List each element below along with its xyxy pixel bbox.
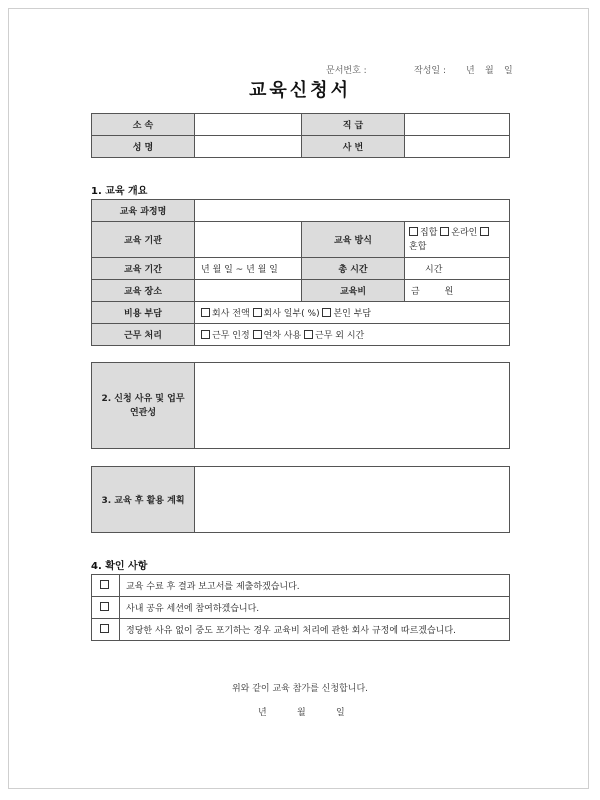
fee-field[interactable] [405, 280, 510, 302]
place-field[interactable] [195, 280, 302, 302]
footer-year: 년 [258, 708, 267, 718]
doc-number-label: 문서번호 : [326, 66, 367, 76]
name-field[interactable] [195, 136, 302, 158]
org-label: 교육 기관 [92, 222, 195, 258]
checkbox-icon [440, 227, 449, 236]
empno-field[interactable] [405, 136, 510, 158]
reason-label-line2: 연관성 [129, 407, 157, 418]
header-day: 일 [504, 66, 513, 76]
plan-table [91, 466, 510, 533]
cost-option-company-part[interactable]: 회사 일부( %) [253, 309, 320, 319]
dept-label: 소 속 [92, 114, 195, 136]
confirm-checkbox[interactable] [92, 575, 120, 597]
footer-day: 일 [336, 708, 345, 718]
method-option-group[interactable]: 집합 [409, 228, 437, 238]
cost-label: 비용 부담 [92, 302, 195, 324]
place-label: 교육 장소 [92, 280, 195, 302]
hours-field[interactable]: 시간 [405, 258, 510, 280]
method-option-online[interactable]: 온라인 [440, 228, 477, 238]
reason-table [91, 362, 510, 449]
period-label: 교육 기간 [92, 258, 195, 280]
dept-field[interactable] [195, 114, 302, 136]
checkbox-icon [304, 330, 313, 339]
confirm-table [91, 574, 510, 641]
confirm-item: 교육 수료 후 결과 보고서를 제출하겠습니다. [120, 575, 510, 597]
cost-options [195, 302, 510, 324]
course-label: 교육 과정명 [92, 200, 195, 222]
checkbox-icon [100, 602, 109, 611]
footer-month: 월 [297, 708, 306, 718]
reason-field[interactable] [195, 363, 510, 449]
header-month: 월 [485, 66, 494, 76]
course-field[interactable] [195, 200, 510, 222]
work-option-offhours[interactable]: 근무 외 시간 [304, 331, 364, 341]
method-options [405, 222, 510, 258]
reason-label-line1: 2. 신청 사유 및 업무 [101, 393, 185, 404]
confirm-checkbox[interactable] [92, 597, 120, 619]
checkbox-icon [480, 227, 489, 236]
checkbox-icon [100, 580, 109, 589]
fee-suffix: 원 [444, 287, 454, 297]
confirm-item: 사내 공유 세션에 참여하겠습니다. [120, 597, 510, 619]
date-label: 작성일 : [414, 66, 446, 76]
cost-option-self[interactable]: 본인 부담 [322, 309, 371, 319]
header-year: 년 [466, 66, 475, 76]
work-option-approved[interactable]: 근무 인정 [201, 331, 250, 341]
checkbox-icon [253, 330, 262, 339]
checkbox-icon [253, 308, 262, 317]
document-title: 교육신청서 [249, 80, 351, 101]
checkbox-icon [100, 624, 109, 633]
hours-label: 총 시간 [302, 258, 405, 280]
checkbox-icon [322, 308, 331, 317]
work-options [195, 324, 510, 346]
plan-field[interactable] [195, 467, 510, 533]
overview-table [91, 199, 510, 346]
rank-field[interactable] [405, 114, 510, 136]
name-label: 성 명 [92, 136, 195, 158]
plan-label: 3. 교육 후 활용 계획 [92, 467, 195, 533]
rank-label: 직 급 [302, 114, 405, 136]
confirm-checkbox[interactable] [92, 619, 120, 641]
confirm-item: 정당한 사유 없이 중도 포기하는 경우 교육비 처리에 관한 회사 규정에 따르겠습니다. [120, 619, 510, 641]
footer-statement: 위와 같이 교육 참가를 신청합니다. [231, 684, 369, 694]
method-option-mixed-box[interactable] [480, 228, 491, 238]
reason-label [92, 363, 195, 449]
applicant-table [91, 113, 510, 158]
method-option-mixed-label: 혼합 [409, 241, 427, 252]
org-field[interactable] [195, 222, 302, 258]
method-label: 교육 방식 [302, 222, 405, 258]
checkbox-icon [201, 330, 210, 339]
cost-option-company-full[interactable]: 회사 전액 [201, 309, 250, 319]
work-label: 근무 처리 [92, 324, 195, 346]
section4-heading: 4. 확인 사항 [91, 561, 148, 572]
empno-label: 사 번 [302, 136, 405, 158]
period-field[interactable]: 년 월 일 ~ 년 월 일 [195, 258, 302, 280]
work-option-leave[interactable]: 연차 사용 [253, 331, 302, 341]
checkbox-icon [201, 308, 210, 317]
fee-label: 교육비 [302, 280, 405, 302]
fee-prefix: 금 [411, 287, 420, 297]
section1-heading: 1. 교육 개요 [91, 186, 148, 197]
checkbox-icon [409, 227, 418, 236]
